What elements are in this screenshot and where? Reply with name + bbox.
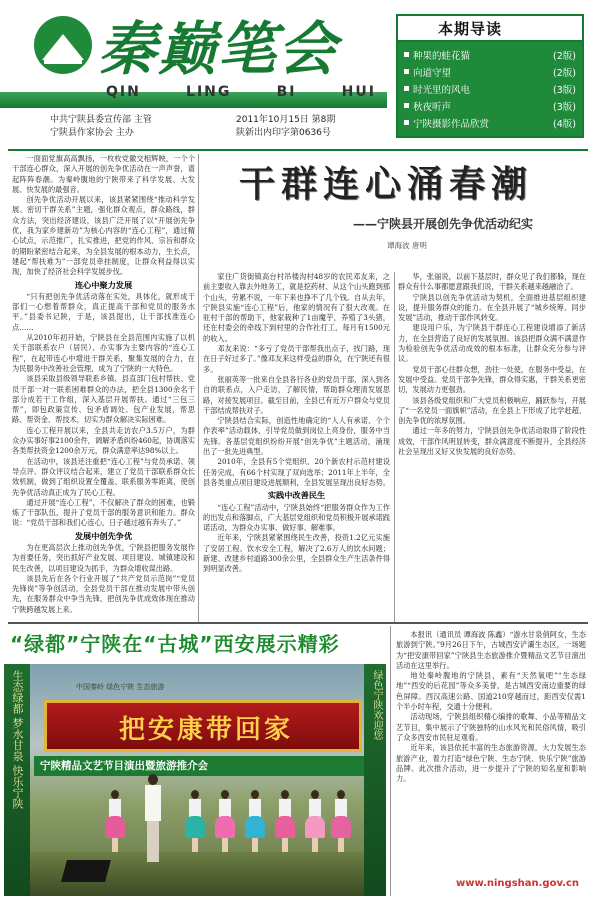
article-paragraph: 邓友来说：“多亏了党员干部帮我出点子，找门路，现在日子好过多了。”像邓友来这样受益的群众，在宁陕还有很多。 <box>203 344 390 374</box>
publisher-line: 中共宁陕县委宣传部 主管 <box>50 115 152 125</box>
title-en-word: BI <box>276 84 297 100</box>
article-column-left <box>12 154 195 622</box>
dancer-figure <box>308 790 322 852</box>
article-paragraph: 该县各级党组织和广大党员积极响应，踊跃参与，开展了“一名党员一面旗帜”活动，在全县上下形成了比学赶超、创先争优的浓厚氛围。 <box>398 395 586 426</box>
guide-item-page: (3版) <box>553 84 576 96</box>
article-paragraph: 华，张丽说，以前下基层时，群众见了我们都躲，现在群众有什么事都愿意跟我们说，干群关系越来越融洽了。 <box>398 272 586 292</box>
newspaper-title: 秦巅笔会 <box>98 15 339 83</box>
article-column-right <box>398 272 586 622</box>
article-paragraph: 宁陕县以创先争优活动为契机，全面推进基层组织建设，提升服务群众的能力。在全县开展了“城乡统筹、同步发展”活动，推动干部作风转变。 <box>398 292 586 323</box>
guide-title: 本期导读 <box>398 16 582 42</box>
dancer-figure <box>278 790 292 852</box>
photo-left-banner: 生态绿都 梦水甘泉 快乐宁陕 <box>4 664 30 896</box>
article-paragraph: 一面面党旗高高飘扬，一枚枚党徽交相辉映，一个个干部连心群众，深入开展的创先争优活动在一声声誉，谱起阵阵春潮。为秦岭腹地的宁陕带来了科学发展、大发展、快发展的最强音。 <box>12 154 195 194</box>
issue-guide <box>396 14 584 138</box>
stage-banner-text: 把安康带回家 <box>118 715 293 745</box>
title-en-word: LING <box>186 84 232 100</box>
article-paragraph: 近年来，宁陕县紧紧围绕民生改善，投资1.2亿元实施了安居工程、饮水安全工程，解决了2.6万人的饮水问题；新建、改建乡村道路300余公里，全县群众生产生活条件得到明显改善。 <box>203 533 390 574</box>
article-paragraph: 党员干部心往群众想，劲往一处使，在服务中受益，在发展中受益。党员干部争先锋，群众得实惠，干群关系更密切，发展动力更强劲。 <box>398 364 586 395</box>
masthead <box>0 0 596 148</box>
article-paragraph: “只有把创先争优活动落在实处，具体化，就形成干部们一心想着帮群众，真正提高干部和党员的服务水平。”县委书记陕，于是，该县提出，让干部找准连心点…… <box>12 291 195 332</box>
lead-subhead: ——宁陕县开展创先争优活动纪实 <box>353 217 534 231</box>
article-paragraph: 通过一年多的努力，宁陕县创先争优活动取得了阶段性成效，干部作风明显转变，群众满意度不断提升，全县经济社会呈现出又好又快发展的良好态势。 <box>398 426 586 457</box>
guide-item[interactable] <box>404 80 576 97</box>
article-paragraph: 创先争优活动开展以来，该县紧紧围绕“推动科学发展、密切干群关系”主题，强化群众观点，群众路线，群众方法，突出经济建设，该县广泛开展了以“开展创先争优，我为家乡建新功”为核心内容的“连心工程”，通过精心试点，示范推广，扎实推进，把党的作风、宗旨和群众的期盼紧密结合起来，为全县发展的根本动力，生长点，建起“帮扶难为”一部党员牵挂制度，让群众利益得以实现，加快了经济社会科学发展步伐。 <box>12 195 195 277</box>
article-paragraph: 建设用户乐，为宁陕县干群连心工程建设增添了新活力，在全县营造了良好的发展氛围。该县把群众满不满意作为检验创先争优活动成效的根本标准，让群众充分参与评议。 <box>398 323 586 364</box>
guide-item-label: 时光里的风电 <box>413 84 471 96</box>
article-paragraph: 该县先后在各个行业开展了“共产党员示范岗”“党员先锋岗”等争创活动，全县党员干部在推动发展中带头创先，在服务群众中争当先锋，把创先争优成效体现在推动宁陕跨越发展上来。 <box>12 573 195 614</box>
newspaper-title-en <box>106 84 376 106</box>
mountain-logo-icon <box>34 16 92 74</box>
bullet-icon <box>404 52 409 57</box>
title-en-word: HUI <box>341 84 376 100</box>
publisher-line: 宁陕县作家协会 主办 <box>50 128 134 138</box>
photo-stage-banner <box>44 700 362 752</box>
dancer-figure <box>188 790 202 852</box>
article-paragraph: 2010年，全县有5个党组织、20个新农村示范村建设任务完成，有66个村实现了双向选举；2011年上半年，全县各类重点项目建设进展顺利，全县发展呈现出良好态势。 <box>203 457 390 487</box>
bullet-icon <box>404 120 409 125</box>
guide-item-page: (4版) <box>553 118 576 130</box>
bullet-icon <box>404 103 409 108</box>
site-watermark: www.ningshan.gov.cn <box>456 878 580 889</box>
section-heading: 发展中创先争优 <box>74 530 133 541</box>
guide-item[interactable] <box>404 97 576 114</box>
guide-item-label: 秋夜听声 <box>413 101 452 113</box>
column-divider <box>394 272 395 622</box>
photo-right-banner: 绿色宁陕欢迎您 <box>364 664 386 896</box>
lead-byline: 谭海波 唐明 <box>387 241 427 250</box>
bottom-headline[interactable]: “绿都”宁陕在“古城”西安展示精彩 <box>10 632 340 656</box>
article-paragraph: 近年来，该县依托丰富的生态旅游资源，大力发展生态旅游产业，着力打造“绿色宁陕、生态宁陕、快乐宁陕”旅游品牌。此次推介活动，进一步提升了宁陕的知名度和影响力。 <box>396 743 586 784</box>
date-line: 2011年10月15日 第8期 <box>236 115 336 125</box>
dancer-figure <box>334 790 348 852</box>
publisher-bar <box>0 108 387 140</box>
lead-headline[interactable]: 干群连心涌春潮 <box>239 164 534 205</box>
column-divider <box>390 626 391 896</box>
guide-list <box>398 42 582 136</box>
guide-item[interactable] <box>404 46 576 63</box>
article-paragraph: 宁陕县结合实际，创造性地确定的“人人有承诺、个个作表率”活动载体，引导党员做到岗位上亮身份，服务中当先锋。各基层党组织纷纷开展“创先争优”主题活动，涌现出了一批先进典型。 <box>203 416 390 457</box>
guide-item-label: 宁陕摄影作品欣赏 <box>413 118 490 130</box>
guide-item-label: 向道守望 <box>413 67 452 79</box>
guide-item-label: 种果的蛙花猫 <box>413 50 471 62</box>
performance-photo <box>4 664 386 896</box>
article-paragraph: “连心工程”活动中，宁陕县始终“把服务群众作为工作的出发点和落脚点，广大基层党组织和党员积极开展承诺践诺活动，为群众办实事、做好事、解难事。 <box>203 502 390 533</box>
section-heading: 实践中改善民生 <box>267 490 326 501</box>
article-paragraph: 本报讯（通讯员 谭海波 陈鑫）“游水甘泉俏阿女，生态旅游到宁陕。”9月26日下午，古城西安浐灞生态区，一场题为“把安康带回家”宁陕县生态旅游推介暨精品文艺节目演出活动在这里举行。 <box>396 630 586 670</box>
article-paragraph: 连心工程开展以来，全县共走访农户3.5万户，为群众办实事好事2100余件，调解矛盾纠纷460起，协调落实各类帮扶资金1200余万元，群众满意率达98%以上。 <box>12 425 195 456</box>
article-paragraph: 通过开展“连心工程”，不仅解决了群众的困难，也锻炼了干部队伍，提升了党员干部的服务意识和能力。群众说：“党员干部和我们心连心，日子越过越有奔头了。” <box>12 497 195 528</box>
dancer-figure <box>108 790 122 852</box>
photo-event-strip: 宁陕精品文艺节目演出暨旅游推介会 <box>34 756 364 776</box>
article-paragraph: 家住广货街镇高台村吊楼沟村48岁的农民邓友来，之前主要收入靠去外地务工，就是挖药材、从这个山头跑到那个山头，劳累不说，一年下来也挣不了几个钱。自从去年，宁陕县实施“连心工程”后，他家的情况有了很大改观。在驻村干部的帮助下，他家栽种了1亩魔芋，养殖了3头猪，还在村委会的牵线下到村里的合作社打工，每月有1500元的收入。 <box>203 272 390 343</box>
column-divider <box>198 154 199 622</box>
singer-figure <box>144 774 162 862</box>
masthead-divider <box>8 149 588 151</box>
article-paragraph: 为在更高层次上推动创先争优，宁陕县把服务发展作为首要任务，突出抓好产业发展、项目建设、城镇建设和民生改善，以项目建设为抓手，为群众增收谋出路。 <box>12 542 195 573</box>
dancer-figure <box>248 790 262 852</box>
section-heading: 连心中聚力发展 <box>74 279 133 290</box>
guide-item-page: (3版) <box>553 101 576 113</box>
photo-top-slogan: 中国秦岭 绿色宁陕 生态旅游 <box>76 683 165 691</box>
guide-item[interactable] <box>404 63 576 80</box>
article-paragraph: 在活动中，该县还注重把“连心工程”与党员承诺、领导点评、群众评议结合起来，建立了党员干部联系群众长效机制，做到了组织设置全覆盖、联系服务零距离，使创先争优活动真正成为了民心工程。 <box>12 456 195 497</box>
guide-item-page: (2版) <box>553 50 576 62</box>
guide-item-page: (2版) <box>553 67 576 79</box>
dancer-figure <box>218 790 232 852</box>
article-paragraph: 活动现场，宁陕县组织精心编排的歌舞、小品等精品文艺节目，集中展示了宁陕独特的山水风光和民俗风情，吸引了众多西安市民驻足观看。 <box>396 712 586 742</box>
article-paragraph: 从2010年初开始，宁陕县在全县范围内实施了以机关干部联系农户（居民）、办实事为主要内容的“连心工程”，在起带连心中增进干群关系，聚集发展的合力，在为民服务中改善社会管理，成为了宁陕的一大特色。 <box>12 333 195 373</box>
logo-block <box>34 14 374 122</box>
article-column-bottom <box>396 630 586 878</box>
permit-line: 陕新出内印字第0636号 <box>236 128 331 138</box>
bullet-icon <box>404 86 409 91</box>
article-paragraph: 地处秦岭腹地的宁陕县，素有“天然氧吧”“生态绿地”“西安的后花园”等众多美誉，是古城西安南边重要的绿色屏障。西汉高速公路、国道210穿越而过，距西安仅需1个半小时车程，交通十分便利。 <box>396 671 586 712</box>
article-paragraph: 该县采取县级领导联系乡镇、县直部门包村帮扶、党员干部一对一联系困难群众的办法，把全县1300余名干部分成若干工作组，深入基层开展帮扶。通过“三包三帮”，即包政策宣传、包矛盾调处、包产业发展，帮思路、帮资金、帮技术，切实为群众解决实际困难。 <box>12 374 195 425</box>
speaker-icon <box>61 860 111 882</box>
article-column-middle <box>203 272 390 622</box>
bullet-icon <box>404 69 409 74</box>
guide-item[interactable] <box>404 114 576 131</box>
article-paragraph: 张丽英等一批来自全县各行各业的党员干部，深入到各自的联系点，入户走访，了解民情，帮助群众理清发展思路，对接发展项目。截至目前，全县已有近万户群众与党员干部结成帮扶对子。 <box>203 374 390 415</box>
lead-headline-box <box>203 154 586 266</box>
title-en-word: QIN <box>106 84 141 100</box>
